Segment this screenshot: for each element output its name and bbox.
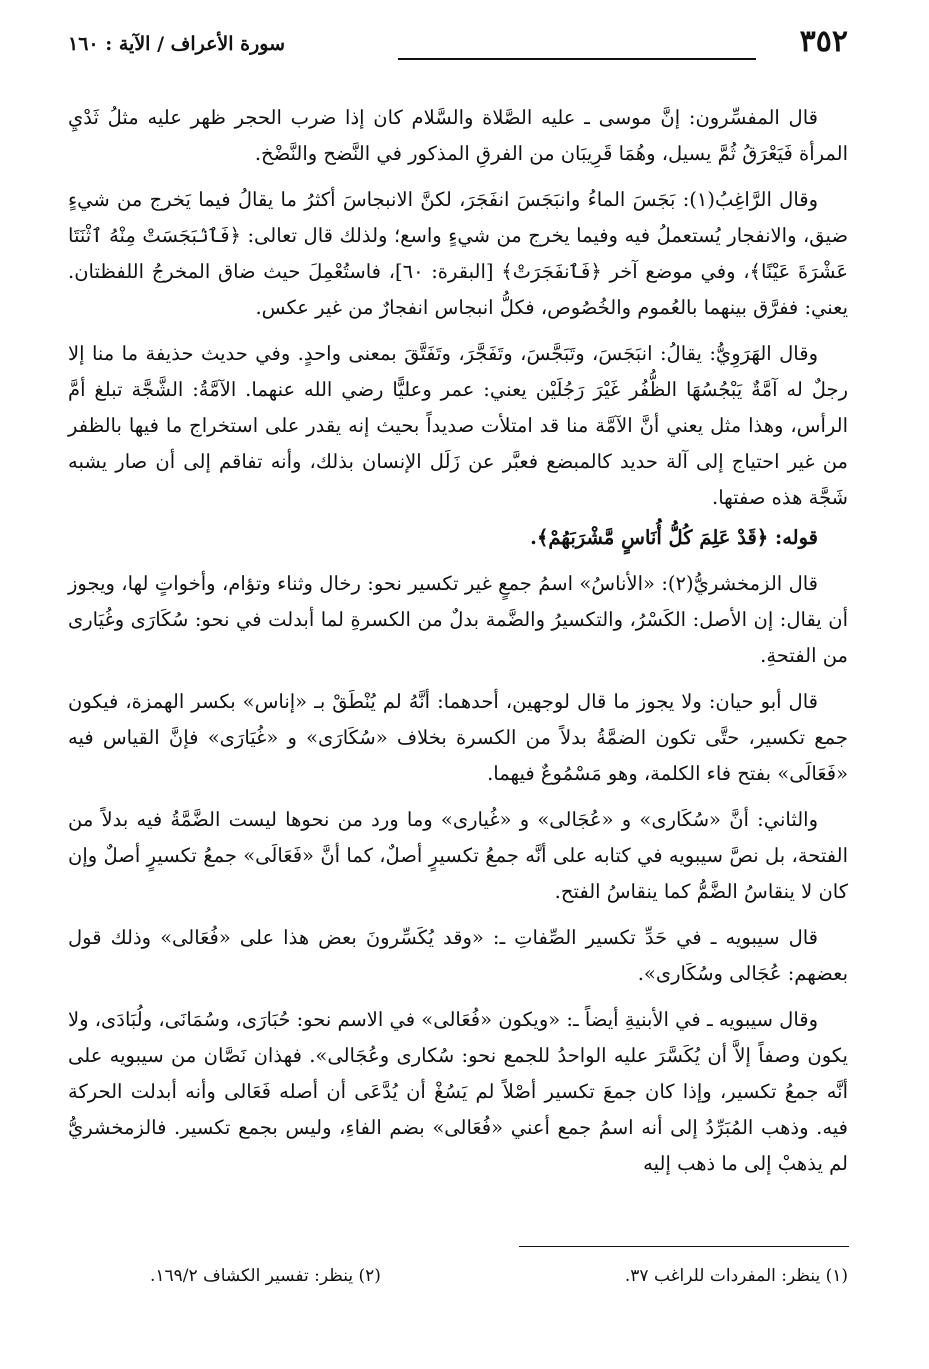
page-header [68, 24, 848, 64]
paragraph-harawi: وقال الهَرَوِيُّ: يقالُ: انبَجَسَ، وتَبَجَّسَ، وتَفَجَّرَ، وتَفَتَّقَ بمعنى واحدٍ. وفي حديث حذيفة ما منا إلا رجلٌ له آمَّةٌ يَبْجُسُهَا الظُّفُر غَيْرَ رَجُلَيْن يعني: عمر وعليًّا رضي الله عنهما. الآمَّةُ: الشَّجَّة تبلغ أمَّ الرأس، وهذا مثل يعني أنَّ الآمَّة منا قد امتلأت صديداً بحيث إنه يقدر على استخراج ما فيها بالظفر من غير احتياج إلى آلة حديد كالمبضع فعبَّر عن زَلَل الإنسان بذلك، وأنه تفاقم إلى أن صار يشبه شَجَّة هذه صفتها. [68, 342, 848, 509]
footnotes-rule [519, 1246, 849, 1247]
footnote-2: (٢) ينظر: تفسير الكشاف ١٦٩/٢. [150, 1266, 381, 1286]
paragraph-sibawayh-sifat: قال سيبويه ـ في حَدِّ تكسير الصِّفاتِ ـ: «وقد يُكَسِّرونَ بعض هذا على «فُعَالى» وذلك قول بعضهم: عُجَالى وسُكَارى». [68, 926, 848, 985]
main-text [68, 100, 848, 1192]
paragraph-sibawayh-abniya: وقال سيبويه ـ في الأبنيةِ أيضاً ـ: «ويكون «فُعَالى» في الاسم نحو: حُبَارَى، وسُمَانَى، ولُبَادَى، ولا يكون وصفاً إلاَّ أن يُكَسَّرَ عليه الواحدُ للجمع نحو: سُكارى وعُجَالى». فهذان نَصَّان من سيبويه على أنَّه جمعُ تكسير، وإذا كان جمعَ تكسير أصْلاً لم يَسُغْ أن يُدَّعَى أن أصله فَعَالى وأنه أبدلت الحركة فيه. وذهب المُبَرِّدُ إلى أنه اسمُ جمع أعني «فُعَالى» بضم الفاءِ، وليس بجمع تكسير. فالزمخشريُّ لم يذهبْ إلى ما ذهب إليه [68, 1008, 848, 1175]
paragraph-raghib: وقال الرَّاغِبُ(١): بَجَسَ الماءُ وانبَجَسَ انفَجَرَ، لكنَّ الانبجاسَ أكثرُ ما يقالُ فيما يَخرج من شيءٍ ضيق، والانفجار يُستعملُ فيه وفيما يخرج من شيءٍ واسع؛ ولذلك قال تعالى: ﴿فَٱنۢبَجَسَتْ مِنْهُ ٱثْنَتَا عَشْرَةَ عَيْنًا﴾، وفي موضع آخر ﴿فَٱنفَجَرَتْ﴾ [البقرة: ٦٠]، فاستُعْمِلَ حيث ضاق المخرجُ اللفظتان. يعني: ففرَّق بينهما بالعُموم والخُصُوص، فكلُّ انبجاس انفجارٌ من غير عكس. [68, 188, 848, 319]
paragraph-verse-quote: قوله: ﴿قَدْ عَلِمَ كُلُّ أُنَاسٍ مَّشْرَبَهُمْ﴾. [530, 526, 818, 549]
footnote-1: (١) ينظر: المفردات للراغب ٣٧. [624, 1266, 848, 1286]
paragraph-mufassirun: قال المفسِّرون: إنَّ موسى ـ عليه الصَّلاة والسَّلام كان إذا ضرب الحجر ظهر عليه مثلُ ثَدْيِ المرأة فَيَعْرَقُ ثُمَّ يسيل، وهُمَا قَرِيبَان من الفرقِ المذكور في النَّضح والنَّضْخ. [68, 106, 848, 165]
page-number: ٣٥٢ [799, 24, 848, 59]
paragraph-second-reason: والثاني: أنَّ «سُكَارى» و «عُجَالى» و «غُيارى» وما ورد من نحوها ليست الضَّمَّةُ فيه بدلاً من الفتحة، بل نصَّ سيبويه في كتابه على أنَّه جمعُ تكسيرٍ أصلٌ، كما أنَّ «فَعَالَى» جمعُ تكسيرٍ أصلٌ وإن كان لا ينقاسُ الضَّمُّ كما ينقاسُ الفتح. [68, 808, 848, 903]
header-rule [398, 58, 756, 60]
paragraph-zamakhshari: قال الزمخشريُّ(٢): «الأناسُ» اسمُ جمعٍ غير تكسير نحو: رخال وثناء وتؤام، وأخواتٍ لها، ويجوز أن يقال: إن الأصل: الكَسْرُ، والتكسيرُ والضَّمة بدلٌ من الكسرةِ لما أبدلت في نحو: سُكَارَى وغُيَارى من الفتحةِ. [68, 572, 848, 667]
paragraph-abu-hayyan: قال أبو حيان: ولا يجوز ما قال لوجهين، أحدهما: أنَّهُ لم يُنْطَقْ بـ «إناس» بكسر الهمزة، فيكون جمع تكسير، حتَّى تكون الضمَّةُ بدلاً من الكسرة بخلاف «سُكَارَى» و «غُيَارَى» فإنَّ القياس فيه «فَعَالَى» بفتح فاء الكلمة، وهو مَسْمُوعٌ فيهما. [68, 690, 848, 785]
running-title: سورة الأعراف / الآية : ١٦٠ [68, 33, 286, 55]
footnotes [150, 1262, 848, 1292]
